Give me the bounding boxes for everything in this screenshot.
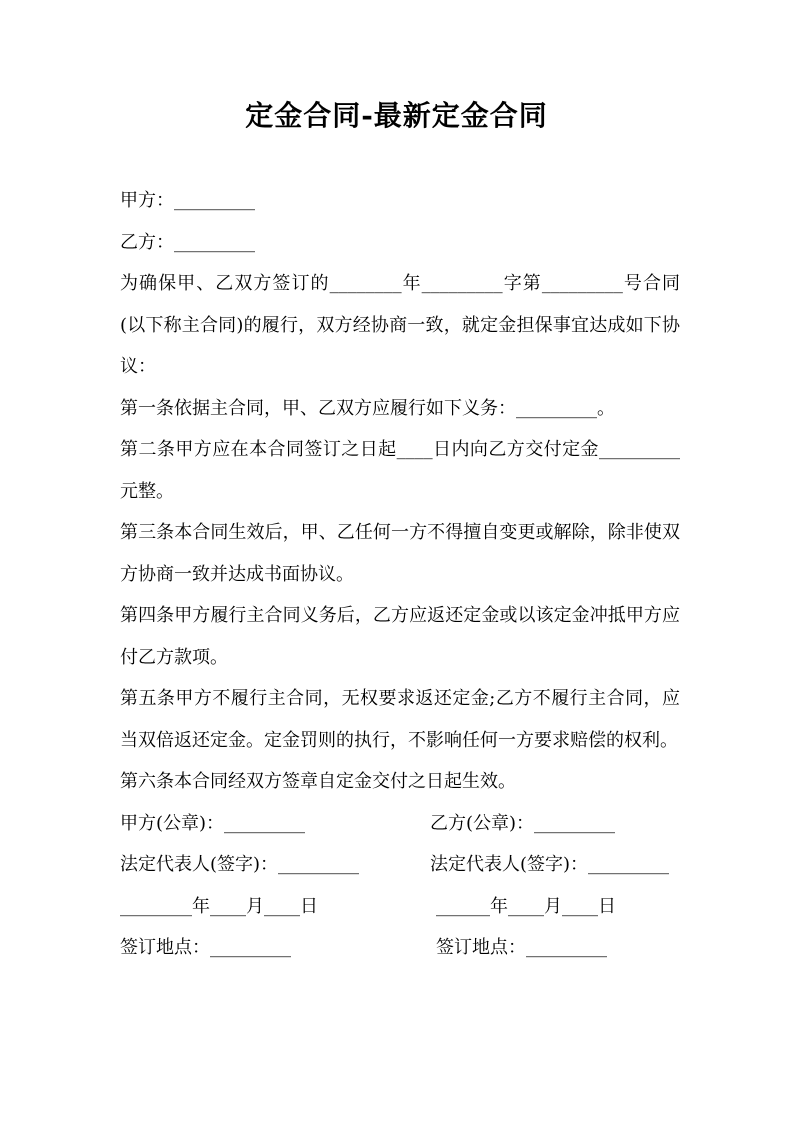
signature-row-seal <box>120 803 680 845</box>
party-a-line: 甲方：_________ <box>120 190 255 211</box>
article-2: 第二条甲方应在本合同签订之日起____日内向乙方交付定金_________元整。 <box>120 439 680 502</box>
signature-row-representative <box>120 844 680 886</box>
party-a-seal: 甲方(公章)：_________ <box>120 812 306 834</box>
document-body <box>120 180 680 969</box>
article-1: 第一条依据主合同，甲、乙双方应履行如下义务：_________。 <box>120 397 615 419</box>
party-b-place: 签订地点：_________ <box>436 937 607 958</box>
document-title: 定金合同-最新定金合同 <box>245 99 548 132</box>
signature-row-date <box>120 886 680 928</box>
party-a-representative: 法定代表人(签字)：_________ <box>120 854 360 875</box>
article-6: 第六条本合同经双方签章自定金交付之日起生效。 <box>120 771 516 792</box>
party-b-line: 乙方：_________ <box>120 231 255 253</box>
preamble-paragraph: 为确保甲、乙双方签订的________年_________字第_________号合同(以下称主合同)的履行，双方经协商一致，就定金担保事宜达成如下协议： <box>120 273 680 377</box>
article-5: 第五条甲方不履行主合同，无权要求返还定金;乙方不履行主合同，应当双倍返还定金。定金罚则的执行，不影响任何一方要求赔偿的权利。 <box>120 688 680 751</box>
party-b-seal: 乙方(公章)：_________ <box>430 812 616 834</box>
party-b-representative: 法定代表人(签字)：_________ <box>430 854 670 875</box>
party-a-date: ________年____月____日 <box>120 895 318 917</box>
party-b-date: ______年____月____日 <box>436 895 616 917</box>
party-a-place: 签订地点：_________ <box>120 937 291 958</box>
signature-row-place <box>120 927 680 969</box>
article-3: 第三条本合同生效后，甲、乙任何一方不得擅自变更或解除，除非使双方协商一致并达成书面协议。 <box>120 522 680 585</box>
article-4: 第四条甲方履行主合同义务后，乙方应返还定金或以该定金冲抵甲方应付乙方款项。 <box>120 605 680 668</box>
